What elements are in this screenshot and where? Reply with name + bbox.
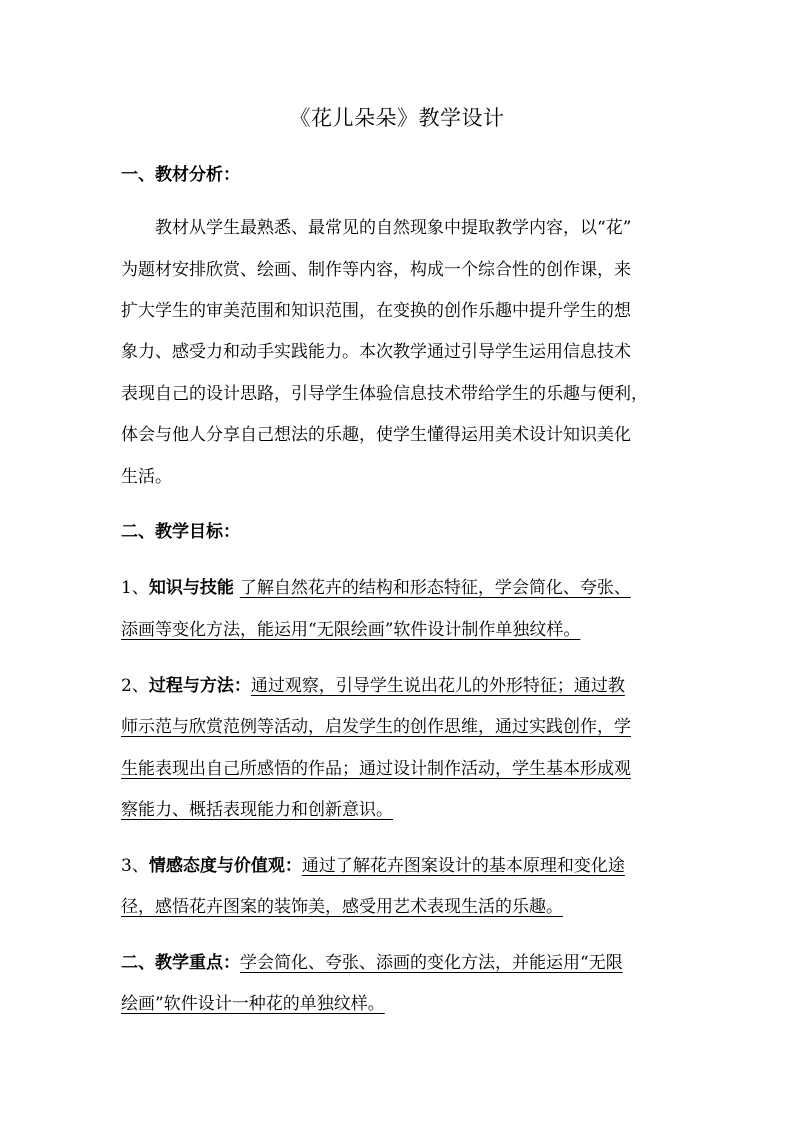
- paragraph-line: 体会与他人分享自己想法的乐趣，使学生懂得运用美术设计知识美化: [121, 425, 631, 445]
- document-title: 《花儿朵朵》教学设计: [289, 106, 505, 130]
- goal-text-continued: 察能力、概括表现能力和创新意识。: [121, 800, 393, 820]
- goal-item-attitude: [121, 853, 625, 879]
- goal-text-continued: 径，感悟花卉图案的装饰美，感受用艺术表现生活的乐趣。: [121, 897, 563, 917]
- focus-text: 学会简化、夸张、添画的变化方法，并能运用“无限: [240, 953, 623, 973]
- goal-item-process: [121, 673, 625, 699]
- goal-text: 通过观察，引导学生说出花儿的外形特征；通过教: [250, 676, 625, 696]
- paragraph-line: 象力、感受力和动手实践能力。本次教学通过引导学生运用信息技术: [121, 342, 631, 362]
- goal-number: 2、: [121, 676, 149, 696]
- goal-text-continued: 师示范与欣赏范例等活动，启发学生的创作思维，通过实践创作，学: [121, 717, 631, 737]
- goal-item-knowledge: [121, 575, 631, 601]
- paragraph-line: 教材从学生最熟悉、最常见的自然现象中提取教学内容，以“花”: [155, 218, 632, 238]
- goal-text-continued: 添画等变化方法，能运用“无限绘画”软件设计制作单独纹样。: [121, 620, 581, 640]
- section-heading-textbook-analysis: 一、教材分析：: [121, 165, 240, 185]
- paragraph-line: 表现自己的设计思路，引导学生体验信息技术带给学生的乐趣与便利，: [121, 384, 648, 404]
- paragraph-line: 扩大学生的审美范围和知识范围，在变换的创作乐趣中提升学生的想: [121, 301, 631, 321]
- teaching-focus: [121, 950, 623, 976]
- section-heading-teaching-goals: 二、教学目标：: [121, 522, 240, 542]
- goal-text-continued: 生能表现出自己所感悟的作品；通过设计制作活动，学生基本形成观: [121, 759, 631, 779]
- paragraph-line: 生活。: [121, 467, 172, 487]
- paragraph-line: 为题材安排欣赏、绘画、制作等内容，构成一个综合性的创作课，来: [121, 260, 631, 280]
- goal-text: 通过了解花卉图案设计的基本原理和变化途: [301, 856, 625, 876]
- goal-number: 3、: [121, 856, 149, 876]
- goal-label: 情感态度与价值观：: [148, 856, 302, 876]
- section-heading-teaching-focus: 二、教学重点：: [121, 953, 240, 973]
- goal-text: 了解自然花卉的结构和形态特征，学会简化、夸张、: [239, 578, 631, 598]
- goal-label: 知识与技能: [148, 578, 234, 598]
- goal-number: 1、: [121, 578, 149, 598]
- goal-label: 过程与方法：: [148, 676, 251, 696]
- focus-text-continued: 绘画”软件设计一种花的单独纹样。: [121, 994, 385, 1014]
